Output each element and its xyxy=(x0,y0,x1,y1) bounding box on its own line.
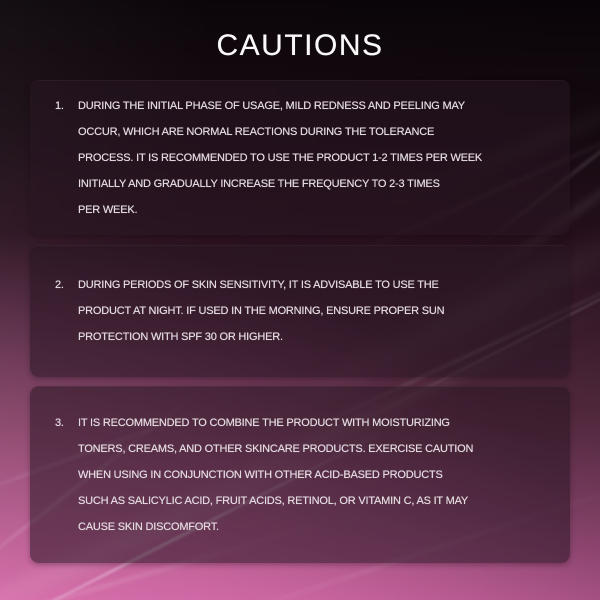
page-title: CAUTIONS xyxy=(216,29,384,62)
caution-item xyxy=(55,272,552,350)
caution-item xyxy=(55,410,552,540)
caution-text xyxy=(78,93,552,223)
caution-text-line: CAUSE SKIN DISCOMFORT. xyxy=(78,520,219,533)
caution-number: 3. xyxy=(55,416,64,429)
caution-card-3 xyxy=(30,386,570,563)
caution-card-1 xyxy=(30,80,570,235)
caution-text-line: PROTECTION WITH SPF 30 OR HIGHER. xyxy=(78,331,283,343)
caution-text-line: INITIALLY AND GRADUALLY INCREASE THE FREQUENCY TO 2-3 TIMES xyxy=(78,177,440,190)
caution-text-line: PROCESS. IT IS RECOMMENDED TO USE THE PRODUCT 1-2 TIMES PER WEEK xyxy=(78,151,483,164)
caution-item xyxy=(55,93,552,223)
caution-text-line: PER WEEK. xyxy=(78,203,138,216)
caution-text-line: SUCH AS SALICYLIC ACID, FRUIT ACIDS, RETINOL, OR VITAMIN C, AS IT MAY xyxy=(78,494,469,507)
caution-text-line: OCCUR, WHICH ARE NORMAL REACTIONS DURING THE TOLERANCE xyxy=(78,125,435,138)
caution-text xyxy=(78,272,552,350)
caution-number: 2. xyxy=(55,279,64,291)
caution-number: 1. xyxy=(55,99,64,112)
caution-text-line: DURING PERIODS OF SKIN SENSITIVITY, IT IS ADVISABLE TO USE THE xyxy=(78,279,439,291)
caution-text-line: TONERS, CREAMS, AND OTHER SKINCARE PRODUCTS. EXERCISE CAUTION xyxy=(78,442,474,455)
caution-card-2 xyxy=(30,245,570,377)
caution-text-line: IT IS RECOMMENDED TO COMBINE THE PRODUCT WITH MOISTURIZING xyxy=(78,416,450,429)
caution-text xyxy=(78,410,552,540)
caution-text-line: WHEN USING IN CONJUNCTION WITH OTHER ACID-BASED PRODUCTS xyxy=(78,468,443,481)
caution-text-line: DURING THE INITIAL PHASE OF USAGE, MILD REDNESS AND PEELING MAY xyxy=(78,99,465,112)
caution-text-line: PRODUCT AT NIGHT. IF USED IN THE MORNING, ENSURE PROPER SUN xyxy=(78,305,445,317)
